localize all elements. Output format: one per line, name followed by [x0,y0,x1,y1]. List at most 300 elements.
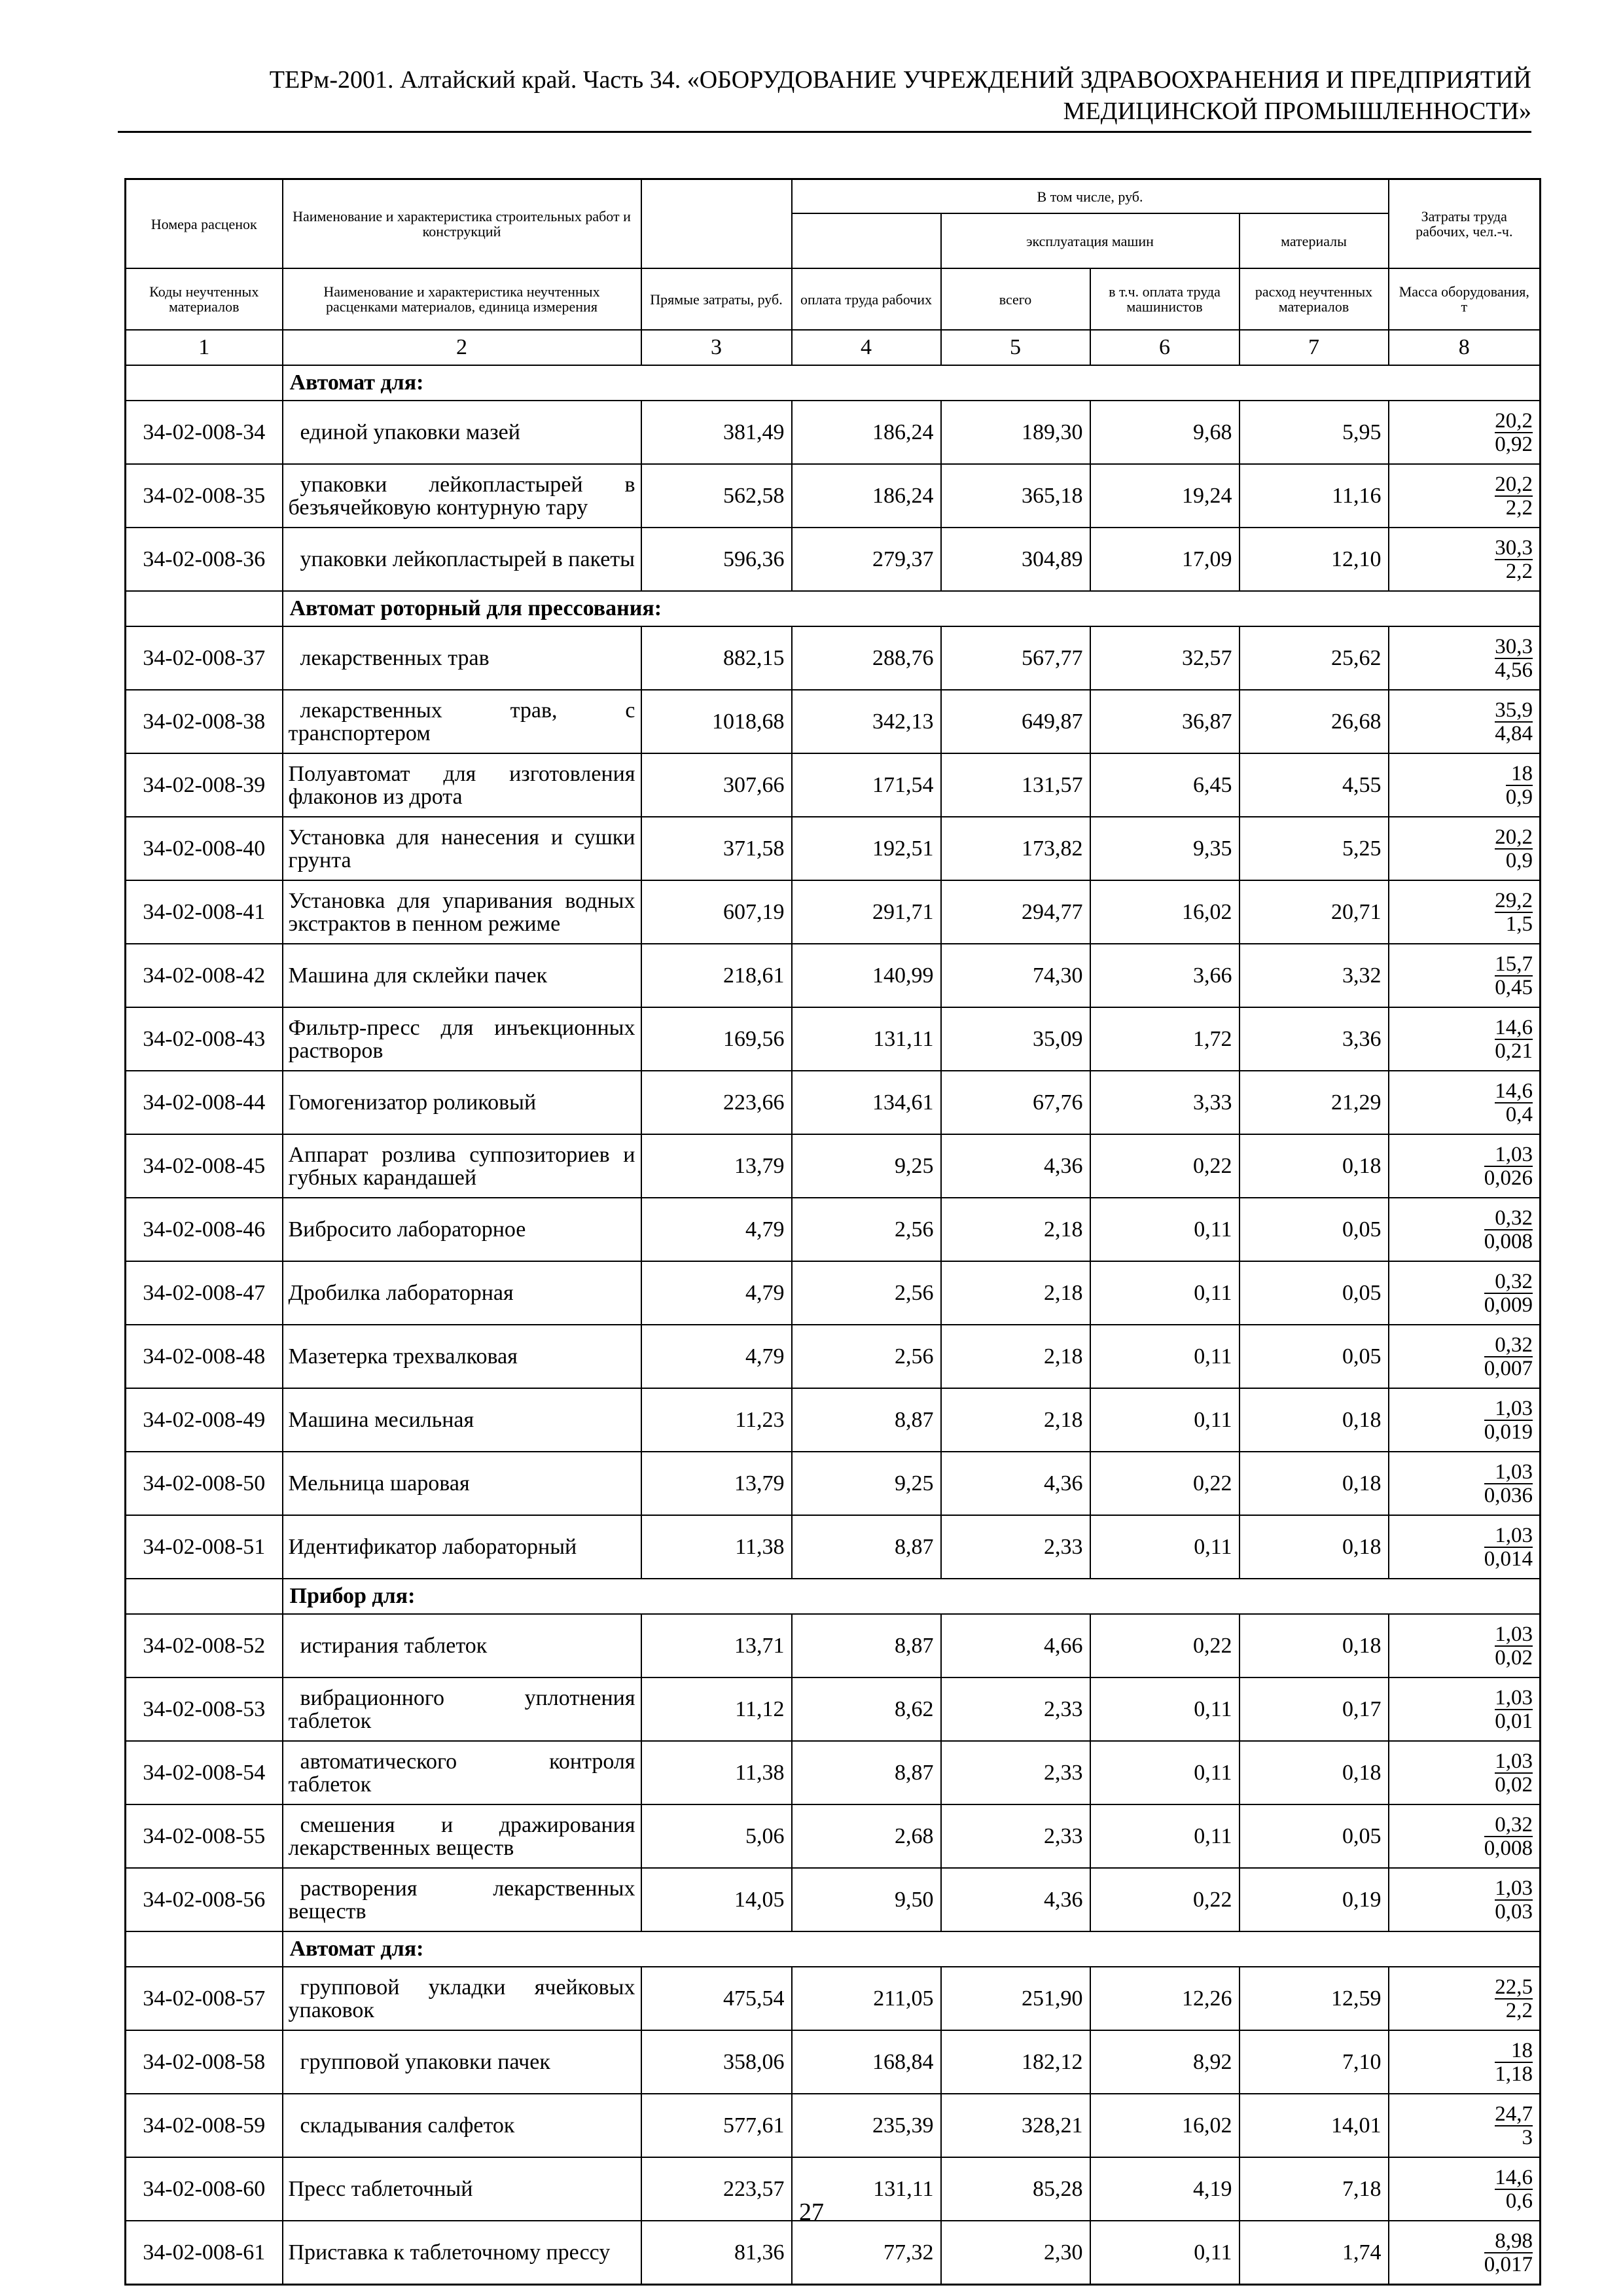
direct-costs: 1018,68 [641,690,792,753]
equipment-mass: 0,014 [1484,1547,1533,1571]
rate-code: 34-02-008-44 [126,1071,283,1134]
rate-name-text: лекарственных трав, с транспортером [288,698,635,745]
fraction [1495,1976,1533,2022]
operators-pay: 0,22 [1090,1134,1240,1198]
table-row [126,1515,1541,1579]
machines-total: 365,18 [941,464,1090,528]
operators-pay: 0,11 [1090,1677,1240,1741]
table-row [126,464,1541,528]
rate-code: 34-02-008-54 [126,1741,283,1804]
rate-name: Аппарат розлива суппозиториев и губных карандашей [283,1134,641,1198]
rate-name [283,464,641,528]
operators-pay: 0,22 [1090,1452,1240,1515]
workers-pay: 288,76 [792,626,941,690]
table-row [126,1741,1541,1804]
machines-total: 294,77 [941,880,1090,944]
machines-total: 2,30 [941,2221,1090,2285]
workers-pay: 134,61 [792,1071,941,1134]
rate-code: 34-02-008-56 [126,1868,283,1931]
fraction [1484,2230,1533,2276]
labor-hours-over-mass [1389,528,1541,591]
labor-hours-over-mass [1389,2221,1541,2285]
rate-name [283,626,641,690]
machines-total: 2,18 [941,1325,1090,1388]
direct-costs: 218,61 [641,944,792,1007]
section-spacer [126,591,283,626]
operators-pay: 6,45 [1090,753,1240,817]
rate-name: Установка для упаривания водных экстрактов в пенном режиме [283,880,641,944]
header-machines-total: всего [941,268,1090,330]
machines-total: 189,30 [941,401,1090,464]
labor-hours: 30,3 [1495,535,1533,560]
direct-costs: 11,38 [641,1741,792,1804]
fraction [1484,1814,1533,1859]
equipment-mass: 4,84 [1495,721,1533,745]
table-row [126,1868,1541,1931]
direct-costs: 11,38 [641,1515,792,1579]
materials: 12,10 [1240,528,1389,591]
rate-code: 34-02-008-58 [126,2030,283,2094]
fraction [1495,1080,1533,1126]
rate-name-text: единой упаковки мазей [300,420,520,444]
machines-total: 4,66 [941,1614,1090,1677]
rate-code: 34-02-008-43 [126,1007,283,1071]
rate-name-text: складывания салфеток [300,2113,515,2138]
operators-pay: 3,66 [1090,944,1240,1007]
equipment-mass: 0,45 [1495,975,1533,999]
operators-pay: 19,24 [1090,464,1240,528]
labor-hours: 0,32 [1484,1334,1533,1357]
operators-pay: 0,22 [1090,1868,1240,1931]
running-header-line-2: МЕДИЦИНСКОЙ ПРОМЫШЛЕННОСТИ» [1063,98,1531,125]
fraction [1495,636,1533,681]
workers-pay: 192,51 [792,817,941,880]
rate-code: 34-02-008-40 [126,817,283,880]
direct-costs: 381,49 [641,401,792,464]
labor-hours-over-mass [1389,1007,1541,1071]
fraction [1484,1270,1533,1316]
equipment-mass: 3 [1522,2125,1533,2149]
header-operators-pay: в т.ч. оплата труда машинистов [1090,268,1240,330]
workers-pay: 9,25 [792,1134,941,1198]
machines-total: 2,18 [941,1261,1090,1325]
labor-hours: 0,32 [1484,1814,1533,1837]
machines-total: 74,30 [941,944,1090,1007]
operators-pay: 9,68 [1090,401,1240,464]
section-heading-row [126,591,1541,626]
column-number: 2 [283,330,641,365]
materials: 0,18 [1240,1452,1389,1515]
workers-pay: 2,56 [792,1198,941,1261]
materials: 0,05 [1240,1804,1389,1868]
direct-costs: 13,79 [641,1134,792,1198]
table-row [126,1677,1541,1741]
direct-costs: 475,54 [641,1967,792,2030]
operators-pay: 12,26 [1090,1967,1240,2030]
direct-costs: 596,36 [641,528,792,591]
workers-pay: 8,87 [792,1614,941,1677]
machines-total: 35,09 [941,1007,1090,1071]
rate-name-text: истирания таблеток [300,1634,488,1658]
rate-code: 34-02-008-36 [126,528,283,591]
workers-pay: 291,71 [792,880,941,944]
machines-total: 328,21 [941,2094,1090,2157]
operators-pay: 8,92 [1090,2030,1240,2094]
equipment-mass: 4,56 [1495,658,1533,682]
running-header-line-1: ТЕРм-2001. Алтайский край. Часть 34. «ОБОРУДОВАНИЕ УЧРЕЖДЕНИЙ ЗДРАВООХРАНЕНИЯ И ПРЕДПРИЯТИЙ [269,66,1531,94]
rate-name-text: групповой укладки ячейковых упаковок [288,1975,635,2022]
operators-pay: 36,87 [1090,690,1240,753]
table-row [126,1452,1541,1515]
rate-name: Мельница шаровая [283,1452,641,1515]
labor-hours-over-mass [1389,1261,1541,1325]
header-machines: эксплуатация машин [941,213,1240,268]
labor-hours-over-mass [1389,2030,1541,2094]
header-direct-costs: Прямые затраты, руб. [641,268,792,330]
section-title: Автомат для: [283,1931,1541,1967]
operators-pay: 0,22 [1090,1614,1240,1677]
equipment-mass: 2,2 [1505,559,1533,583]
table-row [126,2030,1541,2094]
fraction [1495,473,1533,519]
labor-hours: 0,32 [1484,1270,1533,1294]
fraction [1495,1687,1533,1732]
rate-name-text: растворения лекарственных веществ [288,1876,635,1924]
column-number: 3 [641,330,792,365]
direct-costs: 169,56 [641,1007,792,1071]
operators-pay: 32,57 [1090,626,1240,690]
rate-name [283,1741,641,1804]
fraction [1495,2039,1533,2085]
direct-costs: 607,19 [641,880,792,944]
header-workers-pay: оплата труда рабочих [792,268,941,330]
table-row [126,1198,1541,1261]
machines-total: 182,12 [941,2030,1090,2094]
rate-name [283,401,641,464]
labor-hours-over-mass [1389,1868,1541,1931]
labor-hours: 24,7 [1495,2102,1533,2126]
workers-pay: 186,24 [792,401,941,464]
labor-hours: 14,6 [1495,1015,1533,1039]
labor-hours-over-mass [1389,690,1541,753]
labor-hours: 1,03 [1495,1685,1533,1710]
materials: 11,16 [1240,464,1389,528]
rate-code: 34-02-008-47 [126,1261,283,1325]
fraction [1495,1016,1533,1062]
materials: 3,36 [1240,1007,1389,1071]
rate-name: Приставка к таблеточному прессу [283,2221,641,2285]
equipment-mass: 0,21 [1495,1039,1533,1063]
fraction [1495,1623,1533,1669]
machines-total: 2,18 [941,1198,1090,1261]
fraction [1495,889,1533,935]
rate-code: 34-02-008-50 [126,1452,283,1515]
labor-hours-over-mass [1389,1388,1541,1452]
rate-name-text: смешения и дражирования лекарственных веществ [288,1812,635,1860]
rate-name-text: упаковки лейкопластырей в пакеты [300,547,635,571]
labor-hours-over-mass [1389,1071,1541,1134]
labor-hours: 15,7 [1495,952,1533,976]
rate-code: 34-02-008-59 [126,2094,283,2157]
rate-code: 34-02-008-55 [126,1804,283,1868]
fraction [1495,2103,1533,2149]
materials: 0,05 [1240,1198,1389,1261]
equipment-mass: 0,6 [1505,2189,1533,2213]
labor-hours: 8,98 [1484,2230,1533,2253]
workers-pay: 8,62 [792,1677,941,1741]
equipment-mass: 2,2 [1505,495,1533,520]
rate-name: Вибросито лабораторное [283,1198,641,1261]
rate-name-text: групповой упаковки пачек [300,2050,550,2074]
workers-pay: 131,11 [792,2157,941,2221]
header-materials: материалы [1240,213,1389,268]
labor-hours: 1,03 [1484,1397,1533,1421]
header-including: В том числе, руб. [792,179,1389,214]
rate-code: 34-02-008-39 [126,753,283,817]
operators-pay: 0,11 [1090,1325,1240,1388]
operators-pay: 9,35 [1090,817,1240,880]
workers-pay: 171,54 [792,753,941,817]
direct-costs: 223,57 [641,2157,792,2221]
rate-name [283,1967,641,2030]
header-rule [118,131,1531,133]
operators-pay: 16,02 [1090,2094,1240,2157]
labor-hours: 22,5 [1495,1975,1533,1999]
labor-hours-over-mass [1389,1677,1541,1741]
rate-name: Идентификатор лабораторный [283,1515,641,1579]
workers-pay: 2,68 [792,1804,941,1868]
labor-hours-over-mass [1389,944,1541,1007]
labor-hours: 18 [1495,2039,1533,2063]
materials: 7,10 [1240,2030,1389,2094]
labor-hours-over-mass [1389,1325,1541,1388]
direct-costs: 307,66 [641,753,792,817]
operators-pay: 16,02 [1090,880,1240,944]
workers-pay: 342,13 [792,690,941,753]
section-spacer [126,1579,283,1614]
materials: 0,05 [1240,1325,1389,1388]
table-row [126,690,1541,753]
direct-costs: 13,79 [641,1452,792,1515]
labor-hours-over-mass [1389,1452,1541,1515]
equipment-mass: 0,009 [1484,1293,1533,1317]
rate-code: 34-02-008-52 [126,1614,283,1677]
workers-pay: 8,87 [792,1515,941,1579]
equipment-mass: 0,017 [1484,2252,1533,2276]
labor-hours: 29,2 [1495,888,1533,912]
equipment-mass: 1,18 [1495,2062,1533,2086]
workers-pay: 140,99 [792,944,941,1007]
direct-costs: 13,71 [641,1614,792,1677]
labor-hours: 20,2 [1495,825,1533,849]
table-row [126,880,1541,944]
table-row [126,2221,1541,2285]
header-empty-col4 [792,213,941,268]
machines-total: 173,82 [941,817,1090,880]
fraction [1484,1334,1533,1380]
labor-hours-over-mass [1389,1198,1541,1261]
section-heading-row [126,365,1541,401]
table-row [126,1261,1541,1325]
labor-hours: 30,3 [1495,634,1533,658]
labor-hours-over-mass [1389,817,1541,880]
labor-hours: 1,03 [1495,1749,1533,1773]
operators-pay: 0,11 [1090,1198,1240,1261]
column-number: 6 [1090,330,1240,365]
fraction [1484,1207,1533,1253]
materials: 0,18 [1240,1515,1389,1579]
equipment-mass: 0,9 [1505,848,1533,872]
header-material-names: Наименование и характеристика неучтенных расценками материалов, единица измерения [283,268,641,330]
equipment-mass: 0,02 [1495,1772,1533,1797]
rate-code: 34-02-008-35 [126,464,283,528]
materials: 20,71 [1240,880,1389,944]
fraction [1495,1877,1533,1923]
section-spacer [126,365,283,401]
fraction [1495,1750,1533,1796]
fraction [1495,537,1533,583]
page-number: 27 [799,2198,824,2226]
labor-hours-over-mass [1389,880,1541,944]
operators-pay: 0,11 [1090,1804,1240,1868]
direct-costs: 4,79 [641,1261,792,1325]
labor-hours-over-mass [1389,753,1541,817]
rates-table [124,178,1541,2286]
table-body [126,365,1541,2285]
operators-pay: 0,11 [1090,1261,1240,1325]
machines-total: 567,77 [941,626,1090,690]
rate-code: 34-02-008-57 [126,1967,283,2030]
direct-costs: 4,79 [641,1325,792,1388]
labor-hours: 1,03 [1484,1461,1533,1484]
machines-total: 2,33 [941,1741,1090,1804]
materials: 1,74 [1240,2221,1389,2285]
table-row [126,626,1541,690]
materials: 5,25 [1240,817,1389,880]
machines-total: 304,89 [941,528,1090,591]
table-row [126,1325,1541,1388]
rate-name-text: упаковки лейкопластырей в безъячейковую контурную тару [288,472,635,520]
labor-hours-over-mass [1389,401,1541,464]
workers-pay: 186,24 [792,464,941,528]
rate-name: Мазетерка трехвалковая [283,1325,641,1388]
materials: 5,95 [1240,401,1389,464]
labor-hours: 14,6 [1495,2165,1533,2189]
rate-code: 34-02-008-60 [126,2157,283,2221]
section-heading-row [126,1931,1541,1967]
machines-total: 251,90 [941,1967,1090,2030]
table-row [126,1134,1541,1198]
fraction [1495,826,1533,872]
equipment-mass: 0,4 [1505,1102,1533,1126]
machines-total: 67,76 [941,1071,1090,1134]
equipment-mass: 0,02 [1495,1645,1533,1670]
direct-costs: 5,06 [641,1804,792,1868]
section-heading-row [126,1579,1541,1614]
labor-hours: 0,32 [1484,1207,1533,1230]
direct-costs: 11,23 [641,1388,792,1452]
running-header [118,64,1531,127]
equipment-mass: 1,5 [1505,912,1533,936]
materials: 0,18 [1240,1741,1389,1804]
materials: 3,32 [1240,944,1389,1007]
rate-code: 34-02-008-34 [126,401,283,464]
machines-total: 4,36 [941,1452,1090,1515]
rate-code: 34-02-008-53 [126,1677,283,1741]
fraction [1484,1143,1533,1189]
rate-name-text: лекарственных трав [300,646,490,670]
rate-name: Машина для склейки пачек [283,944,641,1007]
column-number: 1 [126,330,283,365]
workers-pay: 131,11 [792,1007,941,1071]
labor-hours-over-mass [1389,2094,1541,2157]
column-number: 7 [1240,330,1389,365]
operators-pay: 4,19 [1090,2157,1240,2221]
fraction [1495,953,1533,999]
labor-hours: 20,2 [1495,408,1533,433]
header-labor-hours: Затраты труда рабочих, чел.-ч. [1389,179,1541,269]
equipment-mass: 0,026 [1484,1166,1533,1190]
operators-pay: 0,11 [1090,1388,1240,1452]
rate-name [283,2094,641,2157]
materials: 0,19 [1240,1868,1389,1931]
table-row [126,1007,1541,1071]
rate-name: Дробилка лабораторная [283,1261,641,1325]
labor-hours: 18 [1506,762,1533,786]
table-row [126,1614,1541,1677]
header-equipment-mass: Масса оборудования, т [1389,268,1541,330]
labor-hours: 1,03 [1484,1143,1533,1167]
rate-name: Гомогенизатор роликовый [283,1071,641,1134]
rate-name [283,528,641,591]
labor-hours-over-mass [1389,626,1541,690]
machines-total: 2,18 [941,1388,1090,1452]
table-row [126,1388,1541,1452]
rate-name: Пресс таблеточный [283,2157,641,2221]
operators-pay: 0,11 [1090,1741,1240,1804]
fraction [1484,1461,1533,1507]
column-number: 5 [941,330,1090,365]
table-row [126,944,1541,1007]
fraction [1495,699,1533,745]
direct-costs: 14,05 [641,1868,792,1931]
section-title: Прибор для: [283,1579,1541,1614]
rate-code: 34-02-008-38 [126,690,283,753]
labor-hours: 1,03 [1495,1876,1533,1900]
rate-name [283,2030,641,2094]
rate-name [283,1614,641,1677]
table-row [126,528,1541,591]
labor-hours: 14,6 [1495,1079,1533,1103]
fraction [1506,762,1533,808]
rate-name: Фильтр-пресс для инъекционных растворов [283,1007,641,1071]
rate-name-text: автоматического контроля таблеток [288,1749,635,1797]
section-spacer [126,1931,283,1967]
machines-total: 85,28 [941,2157,1090,2221]
equipment-mass: 0,007 [1484,1356,1533,1380]
table-row [126,817,1541,880]
labor-hours-over-mass [1389,1741,1541,1804]
labor-hours: 1,03 [1495,1622,1533,1646]
rate-name-text: вибрационного уплотнения таблеток [288,1685,635,1733]
equipment-mass: 0,036 [1484,1483,1533,1507]
rate-code: 34-02-008-48 [126,1325,283,1388]
machines-total: 2,33 [941,1515,1090,1579]
labor-hours: 35,9 [1495,698,1533,722]
rate-name [283,1868,641,1931]
machines-total: 4,36 [941,1868,1090,1931]
equipment-mass: 2,2 [1505,1998,1533,2022]
